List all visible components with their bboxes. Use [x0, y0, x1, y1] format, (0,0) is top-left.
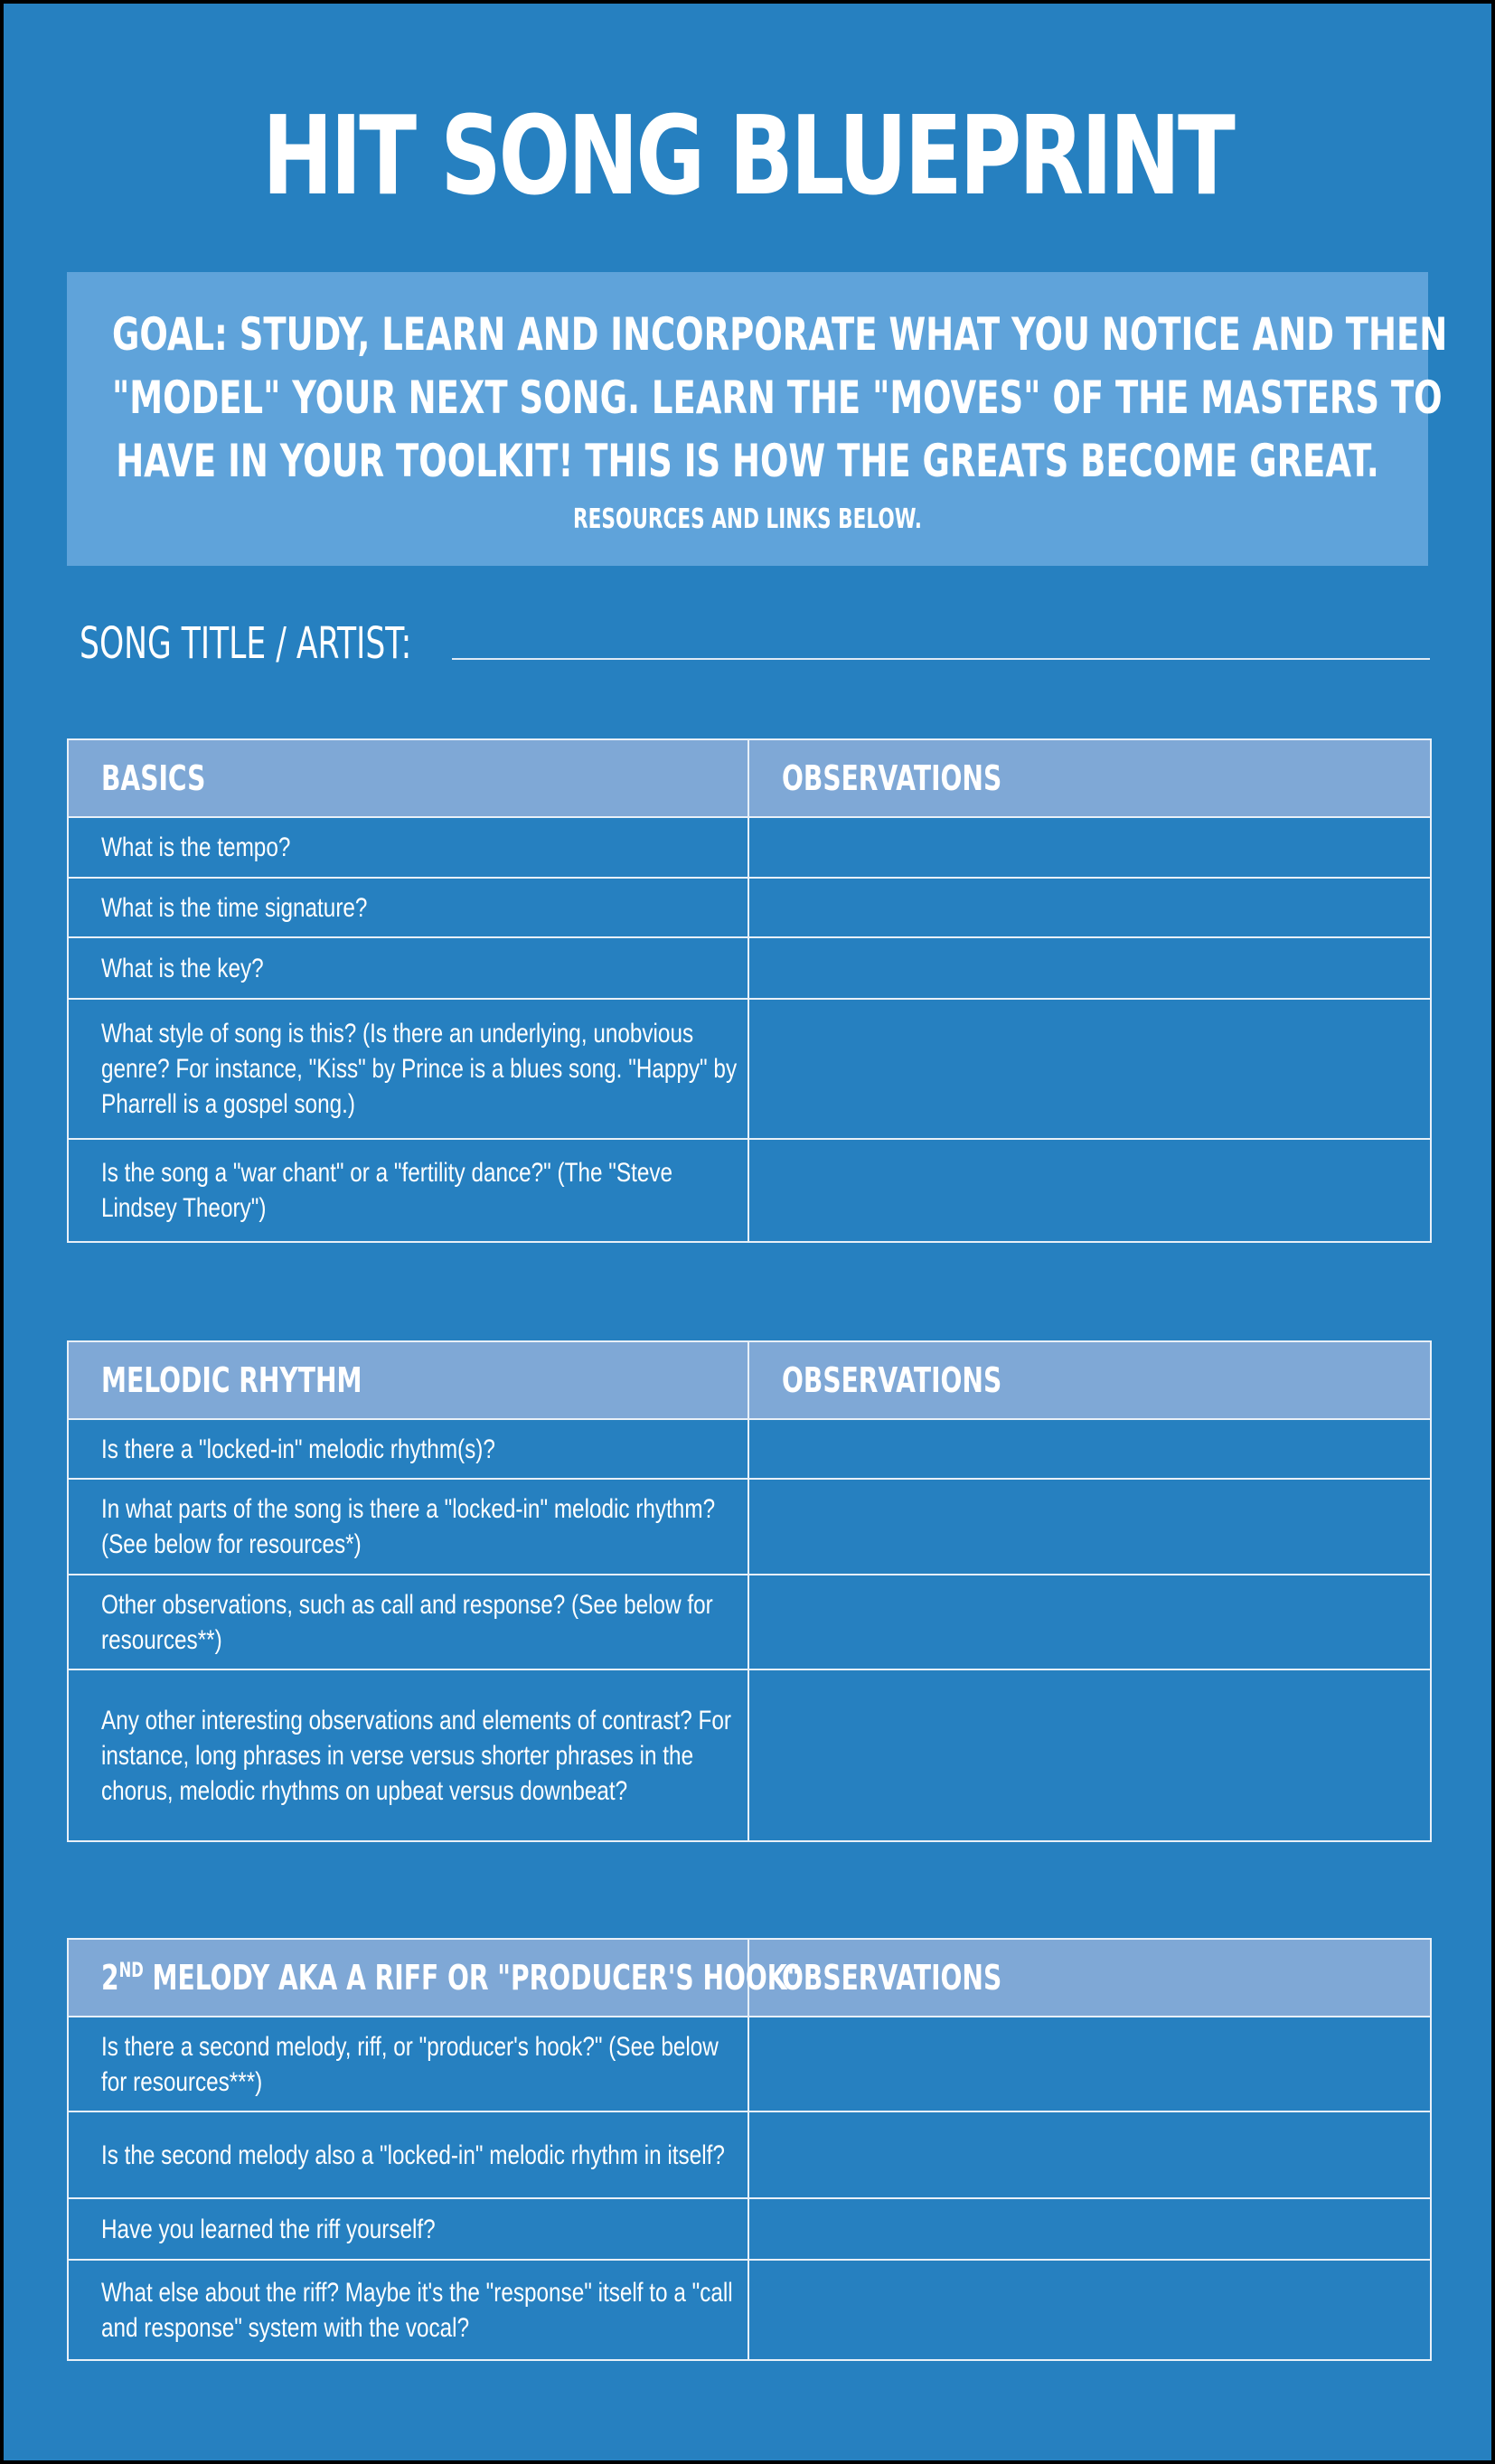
- second-melody-header: 2ND MELODY AKA A RIFF OR "PRODUCER'S HOOK": [68, 1939, 748, 2017]
- question-cell: Is the second melody also a "locked-in" melodic rhythm in itself?: [68, 2111, 748, 2198]
- observation-cell[interactable]: [748, 1575, 1431, 1669]
- basics-header: BASICS: [68, 739, 748, 817]
- question-cell: What is the tempo?: [68, 817, 748, 878]
- table-row: [68, 937, 1431, 999]
- observation-cell[interactable]: [748, 2017, 1431, 2111]
- observations-header: OBSERVATIONS: [748, 1341, 1431, 1419]
- table-row: [68, 1669, 1431, 1841]
- table-row: [68, 1139, 1431, 1242]
- question-cell: In what parts of the song is there a "locked-in" melodic rhythm? (See below for resources*): [68, 1479, 748, 1575]
- goal-box: [67, 272, 1448, 566]
- table-row: [68, 2111, 1431, 2198]
- table-header-row: [68, 1341, 1431, 1419]
- observations-header: OBSERVATIONS: [748, 739, 1431, 817]
- table-row: [68, 999, 1431, 1139]
- goal-line: HAVE IN YOUR TOOLKIT! THIS IS HOW THE GREATS BECOME GREAT.: [116, 435, 1379, 487]
- question-cell: Is there a "locked-in" melodic rhythm(s)?: [68, 1419, 748, 1479]
- observation-cell[interactable]: [748, 937, 1431, 999]
- table-row: [68, 817, 1431, 878]
- observation-cell[interactable]: [748, 878, 1431, 937]
- question-cell: Is the song a "war chant" or a "fertility dance?" (The "Steve Lindsey Theory"): [68, 1139, 748, 1242]
- table-row: [68, 2198, 1431, 2260]
- question-cell: Is there a second melody, riff, or "producer's hook?" (See below for resources***): [68, 2017, 748, 2111]
- second-melody-table: [67, 1938, 1432, 2361]
- goal-text: [112, 303, 1448, 493]
- observation-cell[interactable]: [748, 2111, 1431, 2198]
- goal-line: "MODEL" YOUR NEXT SONG. LEARN THE "MOVES" OF THE MASTERS TO: [112, 371, 1443, 424]
- table-header-row: [68, 739, 1431, 817]
- basics-table: [67, 738, 1432, 1243]
- melodic-rhythm-table: [67, 1340, 1432, 1842]
- observation-cell[interactable]: [748, 2260, 1431, 2360]
- table-row: [68, 1575, 1431, 1669]
- table-row: [68, 1419, 1431, 1479]
- page-title: HIT SONG BLUEPRINT: [262, 94, 1233, 220]
- question-cell: What is the key?: [68, 937, 748, 999]
- observation-cell[interactable]: [748, 1419, 1431, 1479]
- observation-cell[interactable]: [748, 999, 1431, 1139]
- observation-cell[interactable]: [748, 1139, 1431, 1242]
- question-cell: What else about the riff? Maybe it's the "response" itself to a "call and response" system with the vocal?: [68, 2260, 748, 2360]
- worksheet-page: [4, 4, 1491, 2460]
- song-title-artist-field[interactable]: [452, 658, 1430, 660]
- resources-note: RESOURCES AND LINKS BELOW.: [573, 503, 922, 535]
- question-cell: What style of song is this? (Is there an underlying, unobvious genre? For instance, "Kiss" by Prince is a blues song. "Happy" by Pharrell is a gospel song.): [68, 999, 748, 1139]
- observation-cell[interactable]: [748, 2198, 1431, 2260]
- observation-cell[interactable]: [748, 1669, 1431, 1841]
- song-title-artist-label: SONG TITLE / ARTIST:: [80, 618, 412, 669]
- melodic-rhythm-header: MELODIC RHYTHM: [68, 1341, 748, 1419]
- table-row: [68, 2260, 1431, 2360]
- observation-cell[interactable]: [748, 817, 1431, 878]
- question-cell: Any other interesting observations and elements of contrast? For instance, long phrases in verse versus shorter phrases in the chorus, melodic rhythms on upbeat versus downbeat?: [68, 1669, 748, 1841]
- question-cell: Other observations, such as call and response? (See below for resources**): [68, 1575, 748, 1669]
- observation-cell[interactable]: [748, 1479, 1431, 1575]
- goal-line: GOAL: STUDY, LEARN AND INCORPORATE WHAT YOU NOTICE AND THEN: [112, 308, 1448, 361]
- table-header-row: [68, 1939, 1431, 2017]
- table-row: [68, 2017, 1431, 2111]
- question-cell: What is the time signature?: [68, 878, 748, 937]
- table-row: [68, 1479, 1431, 1575]
- observations-header: OBSERVATIONS: [748, 1939, 1431, 2017]
- question-cell: Have you learned the riff yourself?: [68, 2198, 748, 2260]
- table-row: [68, 878, 1431, 937]
